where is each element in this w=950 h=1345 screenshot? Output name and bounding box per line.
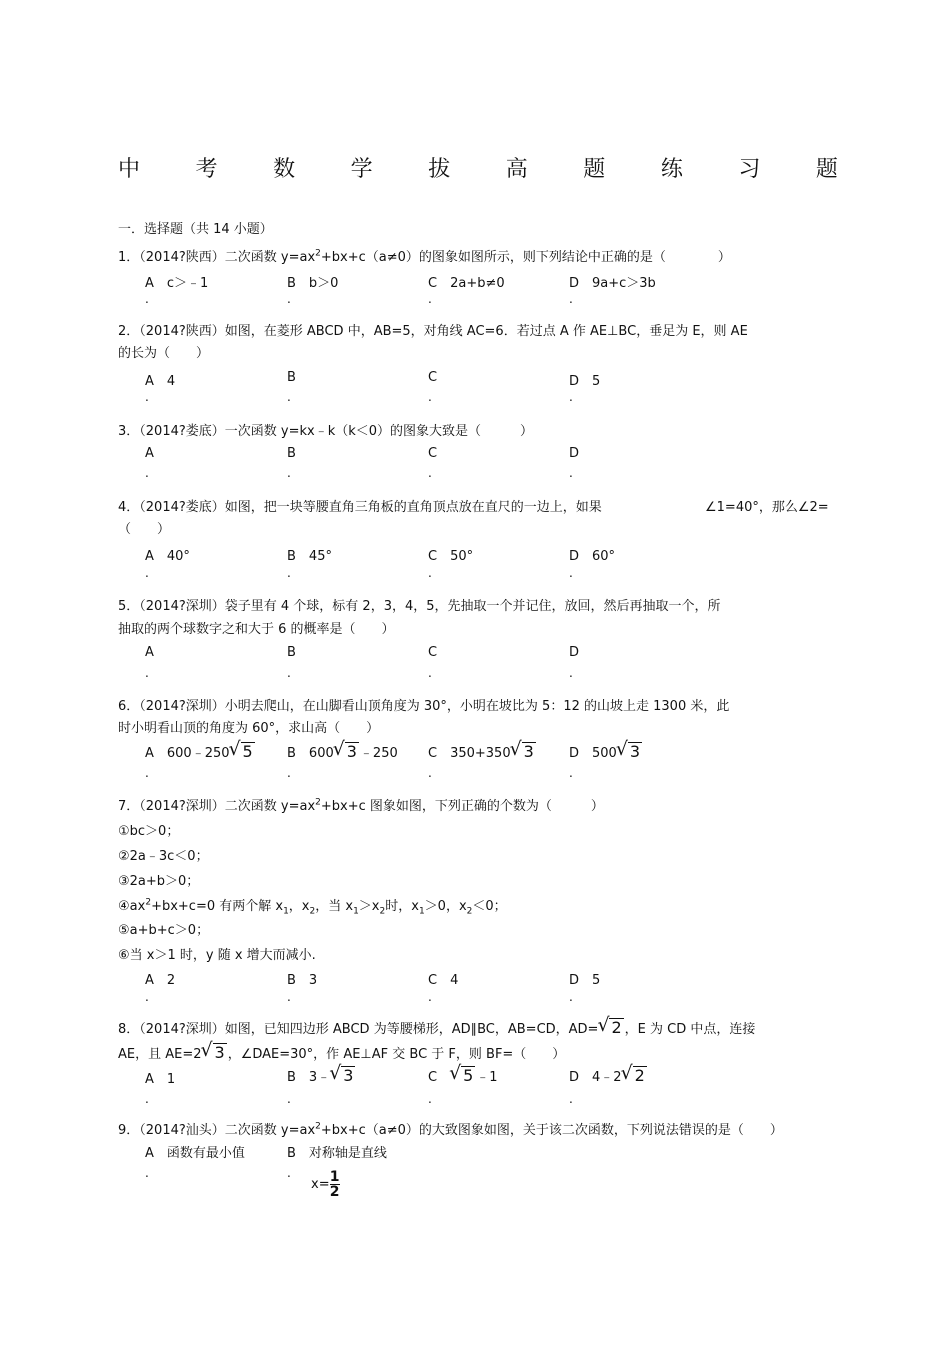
title-char: 中 (118, 157, 141, 182)
title-char: 数 (273, 157, 296, 182)
option-dot: . (287, 990, 291, 1004)
question-5-line1: 5．（2014?深圳）袋子里有 4 个球，标有 2，3，4，5，先抽取一个并记住，放回，然后再抽取一个，所 (118, 599, 721, 614)
option-dot: . (569, 390, 573, 404)
sqrt-symbol (622, 1066, 647, 1085)
question-4-line1: 4．（2014?娄底）如图，把一块等腰直角三角板的直角顶点放在直尺的一边上，如果 (118, 500, 602, 515)
q8-c-post: ﹣1 (476, 1070, 498, 1085)
sqrt-symbol (334, 742, 359, 761)
option-dot: . (145, 1092, 149, 1106)
q7-stem-b: +bx+c 图象如图，下列正确的个数为（ ） (320, 799, 604, 814)
q8-line1-post: ，E 为 CD 中点，连接 (624, 1022, 756, 1037)
radicand: 3 (343, 1066, 354, 1085)
q1-option-a: A c＞﹣1 (145, 276, 209, 291)
q7-statement-5: ⑤a+b+c＞0； (118, 923, 210, 938)
title-char: 学 (350, 157, 373, 182)
q9-option-a: A 函数有最小值 (145, 1146, 245, 1161)
q7-statement-4 (118, 895, 507, 917)
option-dot: . (145, 566, 149, 580)
q9-b2-pre: x= (311, 1177, 330, 1192)
sub-2: 2 (466, 906, 473, 917)
page-title (118, 152, 838, 183)
option-dot: . (569, 466, 573, 480)
option-dot: . (569, 566, 573, 580)
option-dot: . (428, 766, 432, 780)
option-dot: . (287, 566, 291, 580)
s4-d: ，当 x (315, 899, 354, 914)
q7-option-d: D 5 (569, 973, 601, 988)
question-4-line1b: ∠1=40°，那么∠2= (705, 500, 829, 515)
radicand: 3 (523, 742, 534, 761)
title-char: 题 (815, 157, 838, 182)
s4-e: ＞x (358, 899, 380, 914)
q1-stem-a: 1．（2014?陕西）二次函数 y=ax (118, 250, 316, 265)
numerator: 1 (329, 1169, 340, 1185)
q9-stem-a: 9．（2014?汕头）二次函数 y=ax (118, 1123, 316, 1138)
option-dot: . (287, 1166, 291, 1180)
q7-stem-a: 7．（2014?深圳）二次函数 y=ax (118, 799, 316, 814)
sqrt-symbol (450, 1066, 475, 1085)
q8-line2-post: ，∠DAE=30°，作 AE⊥AF 交 BC 于 F，则 BF=（ ） (227, 1047, 566, 1062)
question-6-line2: 时小明看山顶的角度为 60°，求山高（ ） (118, 721, 380, 736)
q7-statement-1: ①bc＞0； (118, 824, 180, 839)
q6-option-c (428, 742, 537, 761)
q8-line1-pre: 8．（2014?深圳）如图，已知四边形 ABCD 为等腰梯形，AD∥BC，AB=CD，AD= (118, 1022, 599, 1037)
sqrt-symbol (598, 1018, 623, 1037)
q4-option-d: D 60° (569, 549, 616, 564)
q6-a-text: A 600﹣250 (145, 746, 230, 761)
q5-option-b: B (287, 645, 296, 660)
question-9-stem (118, 1119, 783, 1138)
option-dot: . (428, 1092, 432, 1106)
fraction-one-half (330, 1170, 340, 1199)
q6-option-b (287, 742, 398, 761)
question-6-line1: 6．（2014?深圳）小明去爬山，在山脚看山顶角度为 30°，小明在坡比为 5：12 的山坡上走 1300 米，此 (118, 699, 730, 714)
q8-option-d (569, 1066, 648, 1085)
q6-c-text: C 350+350 (428, 746, 511, 761)
option-dot: . (428, 566, 432, 580)
option-dot: . (428, 666, 432, 680)
option-dot: . (287, 766, 291, 780)
option-dot: . (569, 292, 573, 306)
title-char: 练 (660, 157, 683, 182)
q2-option-c: C (428, 370, 438, 385)
option-dot: . (145, 466, 149, 480)
question-3-stem: 3．（2014?娄底）一次函数 y=kx﹣k（k＜0）的图象大致是（ ） (118, 424, 534, 439)
q8-option-b (287, 1066, 356, 1085)
q3-option-b: B (287, 446, 296, 461)
question-2-line2: 的长为（ ） (118, 346, 210, 361)
option-dot: . (569, 990, 573, 1004)
q7-option-c: C 4 (428, 973, 459, 988)
radicand: 5 (463, 1066, 474, 1085)
question-4-line2: （ ） (118, 522, 171, 537)
option-dot: . (287, 1092, 291, 1106)
radicand: 3 (214, 1043, 225, 1062)
sqrt-symbol (230, 742, 255, 761)
question-5-line2: 抽取的两个球数字之和大于 6 的概率是（ ） (118, 622, 395, 637)
s4-b: +bx+c=0 有两个解 x (151, 899, 284, 914)
q7-option-a: A 2 (145, 973, 176, 988)
title-char: 习 (738, 157, 761, 182)
q2-option-d: D 5 (569, 374, 601, 389)
q8-d-text: D 4﹣2 (569, 1070, 622, 1085)
radicand: 3 (346, 742, 357, 761)
radicand: 5 (242, 742, 253, 761)
option-dot: . (287, 666, 291, 680)
q8-option-a: A 1 (145, 1072, 176, 1087)
option-dot: . (145, 292, 149, 306)
q4-option-a: A 40° (145, 549, 190, 564)
sub-2: 2 (309, 906, 316, 917)
sqrt-symbol (617, 742, 642, 761)
sub-1: 1 (418, 906, 425, 917)
option-dot: . (145, 766, 149, 780)
s4-f: 时，x (385, 899, 419, 914)
q7-statement-3: ③2a+b＞0； (118, 874, 200, 889)
question-7-stem (118, 795, 604, 814)
option-dot: . (569, 766, 573, 780)
radicand: 2 (634, 1066, 645, 1085)
question-8-line2 (118, 1043, 565, 1062)
q4-option-c: C 50° (428, 549, 474, 564)
option-dot: . (287, 466, 291, 480)
option-dot: . (145, 390, 149, 404)
option-dot: . (145, 990, 149, 1004)
q4-option-b: B 45° (287, 549, 332, 564)
title-char: 考 (195, 157, 218, 182)
q6-d-text: D 500 (569, 746, 617, 761)
option-dot: . (145, 1166, 149, 1180)
question-2-line1: 2．（2014?陕西）如图，在菱形 ABCD 中，AB=5，对角线 AC=6．若过点 A 作 AE⊥BC，垂足为 E，则 AE (118, 324, 748, 339)
q1-option-c: C 2a+b≠0 (428, 276, 505, 291)
q3-option-a: A (145, 446, 154, 461)
q9-option-b-line2 (311, 1170, 340, 1199)
question-1-stem (118, 246, 731, 265)
q1-option-d: D 9a+c＞3b (569, 276, 656, 291)
option-dot: . (428, 466, 432, 480)
option-dot: . (287, 390, 291, 404)
question-8-line1 (118, 1018, 755, 1037)
sqrt-symbol (511, 742, 536, 761)
q6-option-d (569, 742, 643, 761)
title-char: 高 (505, 157, 528, 182)
section-heading: 一．选择题（共 14 小题） (118, 222, 273, 237)
q5-option-c: C (428, 645, 438, 660)
radicand: 3 (629, 742, 641, 761)
option-dot: . (287, 292, 291, 306)
s4-h: ＜0； (472, 899, 507, 914)
q7-statement-6: ⑥当 x＞1 时，y 随 x 增大而减小. (118, 948, 316, 963)
option-dot: . (145, 666, 149, 680)
sqrt-symbol (202, 1043, 227, 1062)
q6-b-post: ﹣250 (359, 746, 398, 761)
q9-stem-b: +bx+c（a≠0）的大致图象如图，关于该二次函数，下列说法错误的是（ ） (320, 1123, 783, 1138)
q5-option-d: D (569, 645, 580, 660)
q9-exp: 2 (315, 1121, 321, 1132)
q8-option-c (428, 1066, 498, 1085)
q8-b-text: B 3﹣ (287, 1070, 331, 1085)
option-dot: . (428, 990, 432, 1004)
q1-option-b: B b＞0 (287, 276, 339, 291)
q3-option-d: D (569, 446, 580, 461)
title-char: 题 (583, 157, 606, 182)
q5-option-a: A (145, 645, 154, 660)
option-dot: . (428, 292, 432, 306)
q8-line2-pre: AE，且 AE=2 (118, 1047, 202, 1062)
q1-stem-b: +bx+c（a≠0）的图象如图所示，则下列结论中正确的是（ ） (320, 250, 731, 265)
s4-a: ④ax (118, 899, 146, 914)
q1-exp: 2 (315, 248, 321, 259)
denominator: 2 (329, 1184, 340, 1200)
q7-statement-2: ②2a﹣3c＜0； (118, 849, 209, 864)
q6-option-a (145, 742, 256, 761)
title-char: 拔 (428, 157, 451, 182)
q6-b-text: B 600 (287, 746, 334, 761)
sub-1: 1 (283, 906, 289, 917)
sub-2: 2 (379, 906, 386, 917)
sub-1: 1 (353, 906, 359, 917)
option-dot: . (428, 390, 432, 404)
radicand: 2 (611, 1018, 622, 1037)
s4-exp: 2 (145, 897, 152, 908)
q2-option-b: B (287, 370, 296, 385)
q9-option-b: B 对称轴是直线 (287, 1146, 387, 1161)
option-dot: . (569, 666, 573, 680)
option-dot: . (569, 1092, 573, 1106)
s4-g: ＞0，x (424, 899, 467, 914)
q8-c-text: C (428, 1070, 451, 1085)
q2-option-a: A 4 (145, 374, 176, 389)
q7-option-b: B 3 (287, 973, 318, 988)
q3-option-c: C (428, 446, 438, 461)
q7-exp: 2 (315, 797, 321, 808)
sqrt-symbol (330, 1066, 355, 1085)
s4-c: ，x (288, 899, 310, 914)
